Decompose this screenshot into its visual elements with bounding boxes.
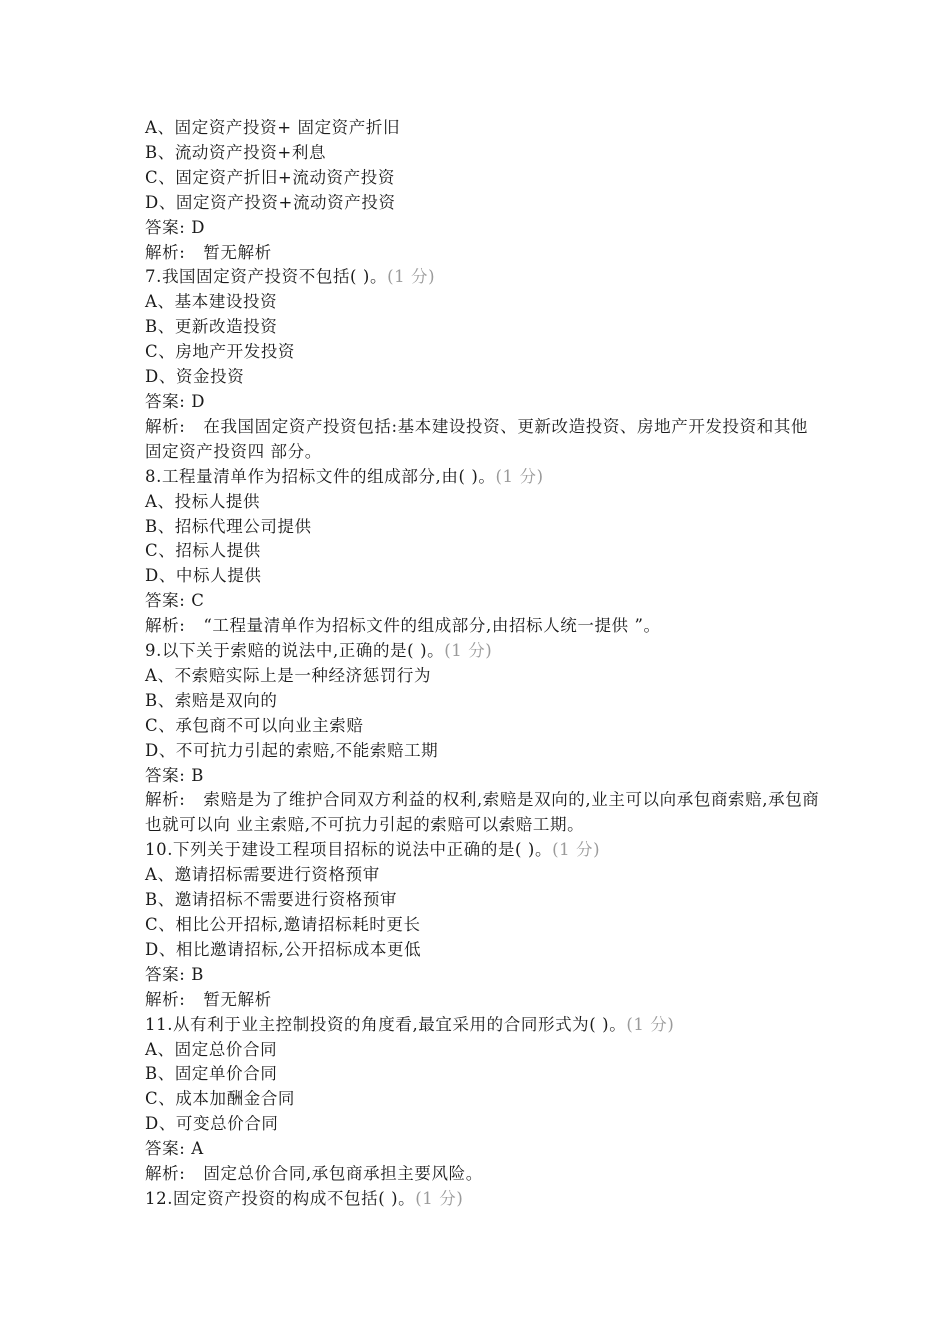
option-c: C、承包商不可以向业主索赔 bbox=[145, 715, 364, 735]
explanation-text: 固定总价合同,承包商承担主要风险。 bbox=[203, 1164, 483, 1184]
option-d: D、相比邀请招标,公开招标成本更低 bbox=[145, 939, 422, 959]
answer: 答案: C bbox=[145, 591, 205, 611]
option-c: C、房地产开发投资 bbox=[145, 342, 296, 362]
option-d: D、不可抗力引起的索赔,不能索赔工期 bbox=[145, 740, 439, 760]
explanation bbox=[145, 614, 825, 639]
question-score: (1 分) bbox=[387, 267, 436, 287]
option-a: A、投标人提供 bbox=[145, 491, 261, 511]
option-a: A、邀请招标需要进行资格预审 bbox=[145, 865, 380, 885]
answer: 答案: B bbox=[145, 964, 204, 984]
option-b: B、流动资产投资+利息 bbox=[145, 142, 327, 162]
question-score: (1 分) bbox=[552, 840, 601, 860]
explanation-label: 解析: bbox=[145, 616, 186, 636]
question-block-10 bbox=[145, 838, 825, 1012]
question-block-12 bbox=[145, 1187, 825, 1212]
document-page bbox=[145, 116, 825, 1212]
question-title bbox=[145, 838, 825, 863]
option-b: B、索赔是双向的 bbox=[145, 690, 278, 710]
question-text: 7.我国固定资产投资不包括( )。 bbox=[145, 267, 388, 287]
explanation-text: 索赔是为了维护合同双方利益的权利,索赔是双向的,业主可以向承包商索赔,承包商也就可以向 业主索赔,不可抗力引起的索赔可以索赔工期。 bbox=[145, 790, 820, 835]
option-b: B、更新改造投资 bbox=[145, 317, 278, 337]
option-c: C、相比公开招标,邀请招标耗时更长 bbox=[145, 915, 421, 934]
option-b: B、固定单价合同 bbox=[145, 1064, 278, 1084]
explanation-text: 暂无解析 bbox=[203, 989, 272, 1009]
answer: 答案: D bbox=[145, 217, 206, 237]
option-a: A、不索赔实际上是一种经济惩罚行为 bbox=[145, 665, 432, 685]
explanation-label: 解析: bbox=[145, 242, 186, 262]
question-title bbox=[145, 1013, 825, 1038]
question-text: 8.工程量清单作为招标文件的组成部分,由( )。 bbox=[145, 466, 496, 486]
explanation-label: 解析: bbox=[145, 790, 186, 810]
explanation bbox=[145, 988, 825, 1013]
option-a: A、基本建设投资 bbox=[145, 292, 278, 312]
option-d: D、中标人提供 bbox=[145, 566, 262, 586]
explanation bbox=[145, 241, 825, 266]
option-c: C、固定资产折旧+流动资产投资 bbox=[145, 167, 395, 187]
explanation bbox=[145, 415, 825, 465]
question-block-6 bbox=[145, 116, 825, 265]
question-title bbox=[145, 265, 825, 290]
explanation-text: 暂无解析 bbox=[203, 242, 272, 262]
explanation-label: 解析: bbox=[145, 416, 186, 436]
explanation-text: 在我国固定资产投资包括:基本建设投资、更新改造投资、房地产开发投资和其他固定资产投资四 部分。 bbox=[145, 416, 809, 461]
option-d: D、可变总价合同 bbox=[145, 1114, 279, 1134]
question-score: (1 分) bbox=[415, 1188, 464, 1208]
option-b: B、招标代理公司提供 bbox=[145, 516, 312, 536]
question-score: (1 分) bbox=[495, 466, 544, 486]
question-score: (1 分) bbox=[444, 641, 493, 661]
option-a: A、固定总价合同 bbox=[145, 1039, 278, 1059]
explanation bbox=[145, 1162, 825, 1187]
explanation bbox=[145, 788, 825, 838]
question-title bbox=[145, 465, 825, 490]
question-text: 10.下列关于建设工程项目招标的说法中正确的是( )。 bbox=[145, 840, 553, 860]
option-c: C、招标人提供 bbox=[145, 541, 261, 561]
question-title bbox=[145, 1187, 825, 1212]
answer: 答案: A bbox=[145, 1139, 204, 1159]
question-text: 12.固定资产投资的构成不包括( )。 bbox=[145, 1188, 416, 1208]
explanation-label: 解析: bbox=[145, 989, 186, 1009]
question-block-11 bbox=[145, 1013, 825, 1187]
question-score: (1 分) bbox=[626, 1014, 675, 1034]
answer: 答案: B bbox=[145, 765, 204, 785]
option-d: D、固定资产投资+流动资产投资 bbox=[145, 192, 396, 212]
question-block-9 bbox=[145, 639, 825, 838]
option-b: B、邀请招标不需要进行资格预审 bbox=[145, 890, 398, 910]
option-c: C、成本加酬金合同 bbox=[145, 1089, 296, 1109]
question-block-7 bbox=[145, 265, 825, 464]
question-text: 11.从有利于业主控制投资的角度看,最宜采用的合同形式为( )。 bbox=[145, 1014, 627, 1034]
explanation-label: 解析: bbox=[145, 1164, 186, 1184]
option-d: D、资金投资 bbox=[145, 367, 245, 387]
option-a: A、固定资产投资+ 固定资产折旧 bbox=[145, 118, 401, 137]
explanation-text: “工程量清单作为招标文件的组成部分,由招标人统一提供 ”。 bbox=[203, 616, 661, 636]
question-text: 9.以下关于索赔的说法中,正确的是( )。 bbox=[145, 641, 445, 661]
answer: 答案: D bbox=[145, 391, 206, 411]
question-title bbox=[145, 639, 825, 664]
question-block-8 bbox=[145, 465, 825, 639]
